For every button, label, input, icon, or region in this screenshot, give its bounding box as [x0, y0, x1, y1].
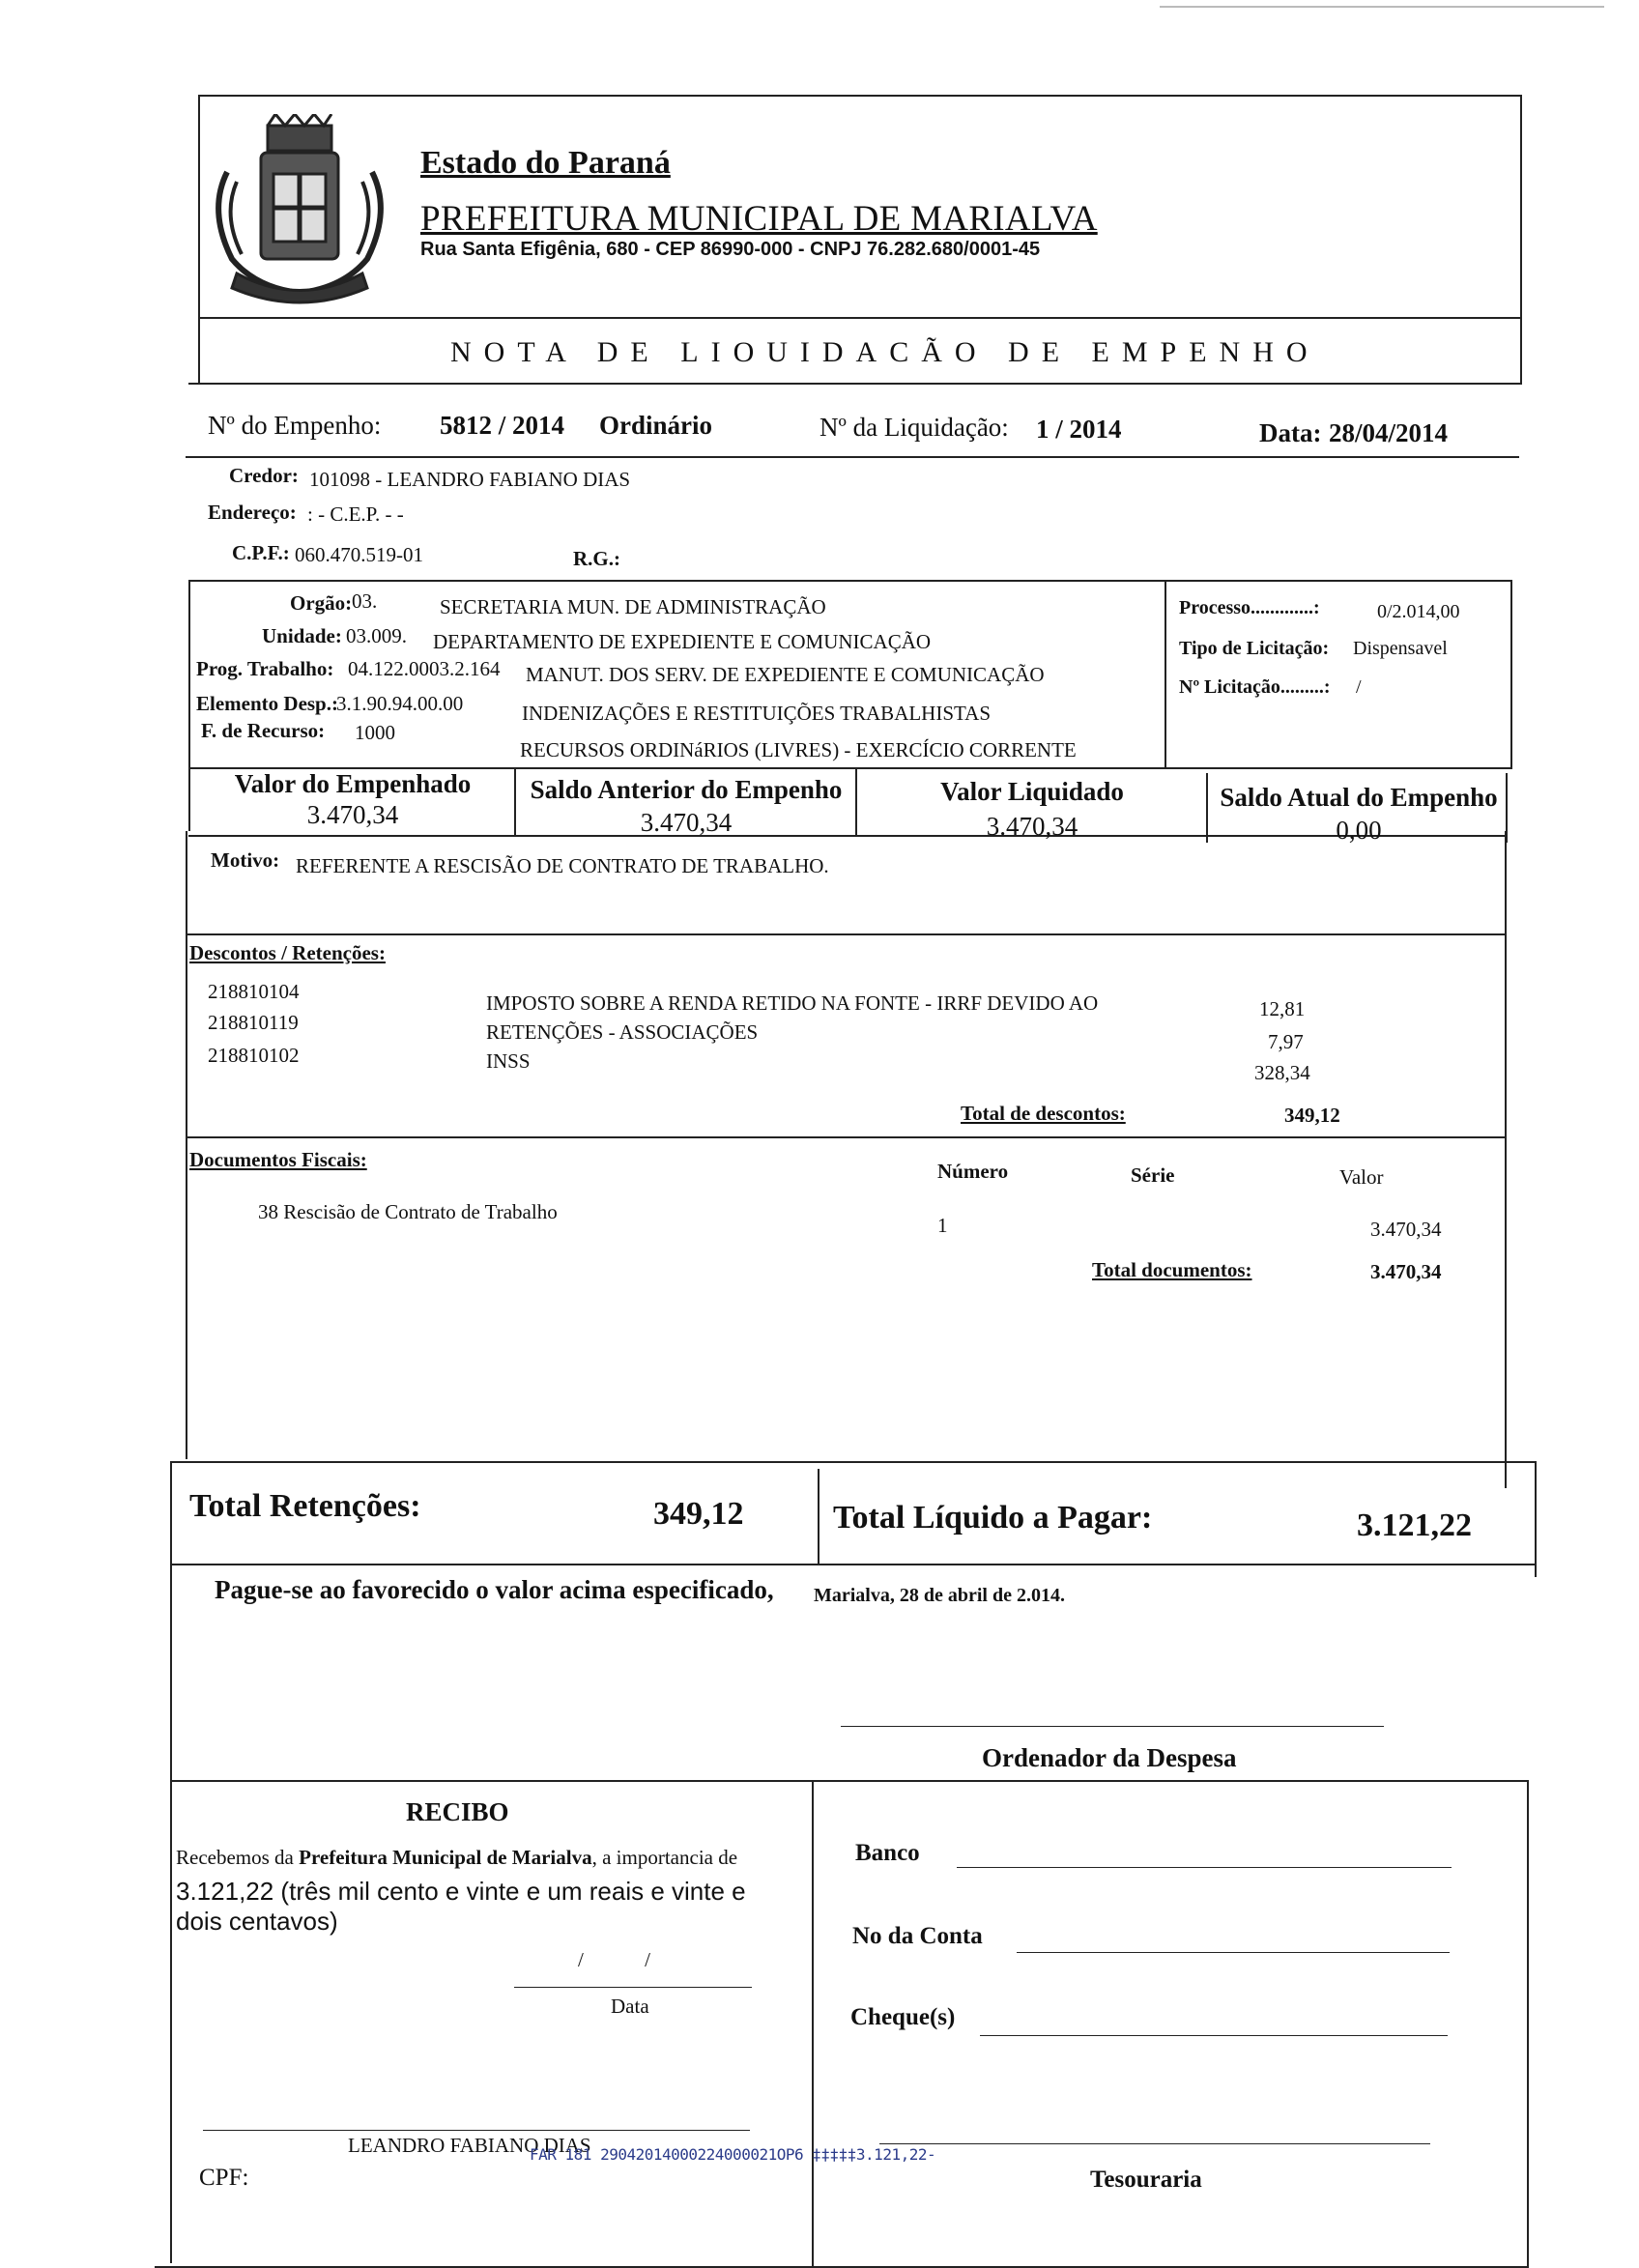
date-label: Data: [1259, 418, 1322, 447]
unidade-desc: DEPARTAMENTO DE EXPEDIENTE E COMUNICAÇÃO [433, 630, 932, 653]
cpf-value: 060.470.519-01 [295, 543, 423, 566]
municipality-title: PREFEITURA MUNICIPAL DE MARIALVA [420, 199, 1098, 239]
total-documentos-value: 3.470,34 [1370, 1260, 1442, 1283]
total-liquido-label: Total Líquido a Pagar: [833, 1500, 1153, 1536]
title-underline [188, 383, 1517, 385]
orgao-code: 03. [352, 589, 378, 613]
elemento-label: Elemento Desp.: [196, 692, 338, 715]
valores-divider-1 [514, 767, 516, 837]
saldo-anterior-value: 3.470,34 [640, 808, 733, 837]
totais-left [170, 1461, 172, 2263]
prog-code: 04.122.0003.2.164 [348, 657, 501, 680]
recibo-text-post: , a importancia de [591, 1846, 738, 1869]
recibo-top [170, 1780, 1528, 1782]
desconto-desc: RETENÇÕES - ASSOCIAÇÕES [486, 1020, 759, 1044]
prog-label: Prog. Trabalho: [196, 657, 334, 680]
recibo-divider [812, 1780, 814, 2268]
saldo-anterior-label: Saldo Anterior do Empenho [530, 775, 843, 804]
totais-top [170, 1461, 1536, 1463]
conta-label: No da Conta [852, 1923, 983, 1949]
recibo-right [1527, 1780, 1529, 2268]
valor-liquidado-label: Valor Liquidado [940, 777, 1124, 806]
banco-label: Banco [855, 1840, 920, 1866]
saldo-atual-label: Saldo Atual do Empenho [1220, 783, 1498, 812]
pague-text: Pague-se ao favorecido o valor acima especificado, [215, 1575, 774, 1604]
unidade-code: 03.009. [346, 624, 407, 647]
desconto-value: 12,81 [1259, 997, 1306, 1020]
cheque-line [980, 2035, 1448, 2036]
dotacao-right-border [1510, 580, 1512, 768]
recibo-stamp: FAR 181 29042014000224000021OP6 ‡‡‡‡‡3.121,22- [530, 2145, 936, 2164]
endereco-label: Endereço: [208, 501, 297, 524]
documentos-top [186, 1136, 1505, 1138]
credor-value: 101098 - LEANDRO FABIANO DIAS [309, 468, 631, 491]
liquidacao-label: Nº da Liquidação: [820, 413, 1009, 442]
coat-of-arms-icon [198, 114, 401, 307]
descontos-top [186, 933, 1505, 935]
elemento-code: 3.1.90.94.00.00 [336, 692, 464, 715]
body-right-border [1505, 831, 1507, 1488]
valor-liquidado-value: 3.470,34 [986, 812, 1078, 841]
valores-divider-3 [1206, 773, 1208, 843]
total-documentos-label: Total documentos: [1092, 1258, 1252, 1281]
desconto-code: 218810102 [208, 1044, 300, 1067]
desconto-code: 218810104 [208, 980, 300, 1003]
tesouraria-label: Tesouraria [1090, 2167, 1202, 2193]
rg-label: R.G.: [573, 547, 620, 570]
date-value: 28/04/2014 [1329, 418, 1449, 447]
prog-desc: MANUT. DOS SERV. DE EXPEDIENTE E COMUNICAÇÃO [526, 663, 1045, 686]
unidade-label: Unidade: [262, 624, 342, 647]
valor-empenhado-value: 3.470,34 [306, 800, 399, 829]
desconto-desc: INSS [486, 1049, 531, 1073]
recibo-title: RECIBO [406, 1797, 509, 1826]
liquidacao-number: 1 / 2014 [1036, 415, 1122, 444]
col-numero: Número [937, 1160, 1009, 1183]
totais-bottom [170, 1564, 1535, 1565]
dotacao-top [188, 580, 1512, 582]
documento-valor: 3.470,34 [1370, 1218, 1442, 1241]
valores-divider-2 [855, 767, 857, 837]
desconto-desc: IMPOSTO SOBRE A RENDA RETIDO NA FONTE - IRRF DEVIDO AO [486, 991, 1099, 1015]
recibo-date-line [514, 1987, 752, 1988]
recibo-text-pre: Recebemos da [176, 1846, 294, 1869]
col-serie: Série [1131, 1163, 1175, 1187]
ordenador-label: Ordenador da Despesa [982, 1743, 1237, 1772]
motivo-label: Motivo: [211, 848, 280, 872]
valor-empenhado-label: Valor do Empenhado [234, 769, 472, 798]
tesouraria-signature-line [879, 2143, 1430, 2144]
state-title: Estado do Paraná [420, 145, 671, 181]
document-title: NOTA DE LIOUIDACÃO DE EMPENHO [450, 336, 1320, 368]
documento-numero: 1 [937, 1214, 948, 1237]
dotacao-right-divider [1165, 580, 1166, 768]
processo-label: Processo.............: [1179, 597, 1320, 618]
desconto-value: 328,34 [1254, 1061, 1310, 1084]
recibo-signature-line [203, 2130, 750, 2131]
descontos-header: Descontos / Retenções: [189, 941, 386, 964]
processo-value: 0/2.014,00 [1377, 601, 1460, 622]
cheque-label: Cheque(s) [850, 2004, 956, 2030]
recibo-text [176, 1846, 794, 1870]
banco-line [957, 1867, 1452, 1868]
total-descontos-value: 349,12 [1284, 1104, 1340, 1127]
totais-right [1535, 1461, 1537, 1577]
recibo-cpf-label: CPF: [199, 2165, 249, 2191]
empenho-type: Ordinário [599, 411, 713, 440]
recibo-text-bold: Prefeitura Municipal de Marialva [299, 1846, 592, 1869]
nlicitacao-label: Nº Licitação.........: [1179, 676, 1331, 698]
recibo-signer: LEANDRO FABIANO DIAS [348, 2134, 591, 2157]
header-divider [198, 317, 1522, 319]
recurso-desc: RECURSOS ORDINáRIOS (LIVRES) - EXERCÍCIO CORRENTE [520, 738, 1077, 761]
credor-label: Credor: [229, 464, 299, 487]
total-liquido-value: 3.121,22 [1357, 1507, 1472, 1543]
pague-place-date: Marialva, 28 de abril de 2.014. [814, 1585, 1065, 1606]
documentos-header: Documentos Fiscais: [189, 1148, 367, 1171]
conta-line [1017, 1952, 1450, 1953]
licitacao-value: Dispensavel [1353, 638, 1448, 659]
orgao-label: Orgão: [290, 591, 353, 615]
licitacao-label: Tipo de Licitação: [1179, 638, 1330, 659]
documento-desc: 38 Rescisão de Contrato de Trabalho [258, 1200, 558, 1223]
recibo-date-label: Data [611, 1995, 649, 2018]
recurso-code: 1000 [355, 721, 395, 744]
empenho-number: 5812 / 2014 [440, 411, 565, 440]
nlicitacao-value: / [1356, 676, 1362, 698]
recibo-date-slashes: / / [578, 1948, 650, 1971]
ordenador-signature-line [841, 1726, 1384, 1727]
desconto-value: 7,97 [1268, 1030, 1304, 1053]
orgao-desc: SECRETARIA MUN. DE ADMINISTRAÇÃO [440, 595, 826, 618]
empenho-label: Nº do Empenho: [208, 411, 382, 440]
recibo-amount-text: 3.121,22 (três mil cento e vinte e um reais e vinte e dois centavos) [176, 1877, 746, 1936]
col-valor: Valor [1339, 1165, 1384, 1189]
cpf-label: C.P.F.: [232, 541, 290, 564]
total-retencoes-value: 349,12 [653, 1496, 744, 1532]
empenho-divider [186, 456, 1519, 458]
dotacao-left-border [188, 580, 190, 831]
motivo-value: REFERENTE A RESCISÃO DE CONTRATO DE TRABALHO. [296, 854, 829, 877]
total-retencoes-label: Total Retenções: [189, 1488, 421, 1524]
desconto-code: 218810119 [208, 1011, 299, 1034]
address-line: Rua Santa Efigênia, 680 - CEP 86990-000 - CNPJ 76.282.680/0001-45 [420, 239, 1041, 260]
endereco-value: : - C.E.P. - - [307, 502, 404, 526]
body-left-border [186, 831, 187, 1459]
scan-edge-line [1160, 6, 1604, 8]
total-descontos-label: Total de descontos: [961, 1102, 1126, 1125]
recurso-label: F. de Recurso: [201, 719, 326, 742]
elemento-desc: INDENIZAÇÕES E RESTITUIÇÕES TRABALHISTAS [522, 702, 992, 725]
saldo-atual-value: 0,00 [1336, 816, 1382, 845]
totais-divider [818, 1469, 820, 1565]
